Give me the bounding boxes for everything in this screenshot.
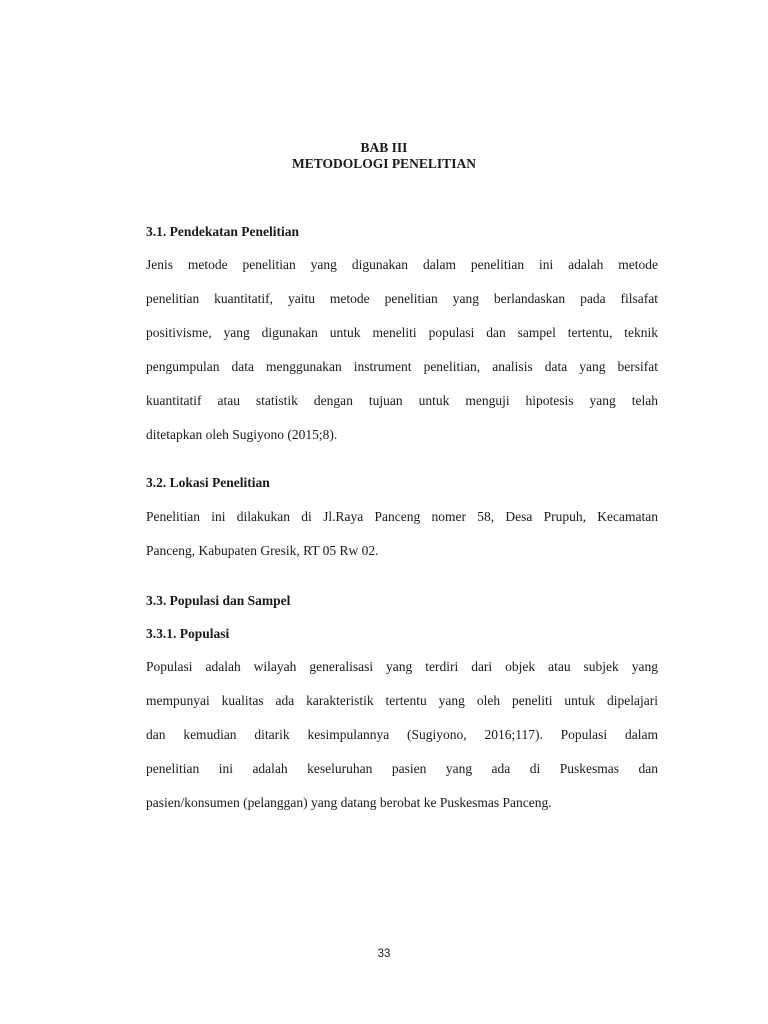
paragraph-line: pengumpulan data menggunakan instrument penelitian, analisis data yang bersifat [146, 359, 658, 374]
paragraph-pendekatan [146, 248, 658, 452]
paragraph-line: mempunyai kualitas ada karakteristik tertentu yang oleh peneliti untuk dipelajari [146, 693, 658, 708]
paragraph-line: Penelitian ini dilakukan di Jl.Raya Panceng nomer 58, Desa Prupuh, Kecamatan [146, 509, 658, 524]
paragraph-line: positivisme, yang digunakan untuk meneliti populasi dan sampel tertentu, teknik [146, 325, 658, 340]
paragraph-line: dan kemudian ditarik kesimpulannya (Sugiyono, 2016;117). Populasi dalam [146, 727, 658, 742]
chapter-number: BAB III [360, 140, 408, 155]
paragraph-line: penelitian kuantitatif, yaitu metode penelitian yang berlandaskan pada filsafat [146, 291, 658, 306]
section-heading-pendekatan: 3.1. Pendekatan Penelitian [146, 224, 300, 239]
paragraph-line: Populasi adalah wilayah generalisasi yang terdiri dari objek atau subjek yang [146, 659, 658, 674]
paragraph-line: penelitian ini adalah keseluruhan pasien yang ada di Puskesmas dan [146, 761, 658, 776]
subsection-heading-populasi: 3.3.1. Populasi [146, 626, 230, 641]
section-heading-lokasi: 3.2. Lokasi Penelitian [146, 475, 270, 490]
paragraph-populasi [146, 650, 658, 820]
page-number: 33 [377, 948, 391, 960]
chapter-title: METODOLOGI PENELITIAN [292, 156, 476, 171]
paragraph-line: kuantitatif atau statistik dengan tujuan untuk menguji hipotesis yang telah [146, 393, 658, 408]
section-heading-populasi-sampel: 3.3. Populasi dan Sampel [146, 593, 291, 608]
paragraph-line: pasien/konsumen (pelanggan) yang datang berobat ke Puskesmas Panceng. [146, 795, 552, 810]
paragraph-line: ditetapkan oleh Sugiyono (2015;8). [146, 427, 338, 442]
paragraph-line: Jenis metode penelitian yang digunakan dalam penelitian ini adalah metode [146, 257, 658, 272]
paragraph-lokasi [146, 500, 658, 568]
paragraph-line: Panceng, Kabupaten Gresik, RT 05 Rw 02. [146, 543, 379, 558]
